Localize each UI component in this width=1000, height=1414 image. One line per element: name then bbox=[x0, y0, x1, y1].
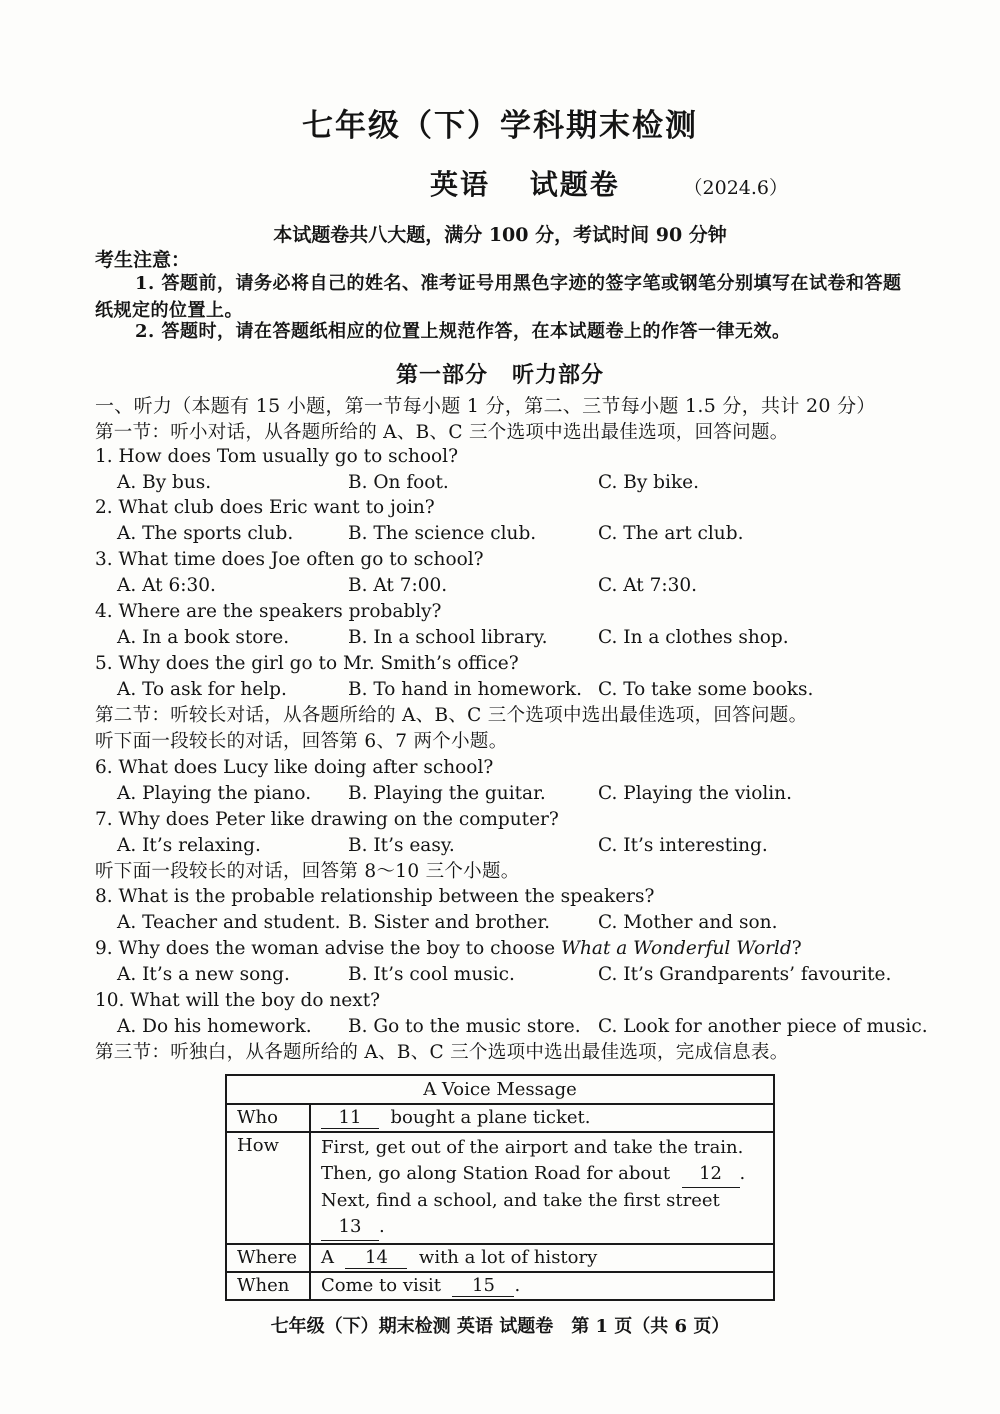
q8-option-c: C. Mother and son. bbox=[598, 912, 778, 933]
notice-item-2: 2. 答题时，请在答题纸相应的位置上规范作答，在本试题卷上的作答一律无效。 bbox=[135, 321, 791, 342]
part-number: 第一部分 bbox=[395, 362, 488, 388]
q6-option-b: B. Playing the guitar. bbox=[348, 783, 546, 804]
blank-13: 13 bbox=[321, 1214, 379, 1241]
blank-15: 15 bbox=[452, 1275, 514, 1297]
part-title bbox=[0, 358, 1000, 389]
q1-option-c: C. By bike. bbox=[598, 472, 699, 493]
part-name: 听力部分 bbox=[512, 362, 605, 388]
how-line-2 bbox=[321, 1161, 763, 1188]
question-6: 6. What does Lucy like doing after school? bbox=[95, 757, 494, 778]
q9-option-a: A. It’s a new song. bbox=[117, 964, 290, 985]
how-line-3 bbox=[321, 1188, 763, 1241]
q6-option-a: A. Playing the piano. bbox=[117, 783, 312, 804]
notice-heading: 考生注意： bbox=[95, 249, 191, 271]
q3-option-c: C. At 7:30. bbox=[598, 575, 698, 596]
exam-info: 本试题卷共八大题，满分 100 分，考试时间 90 分钟 bbox=[273, 224, 727, 246]
blank-12: 12 bbox=[682, 1161, 740, 1188]
q9-option-b: B. It’s cool music. bbox=[348, 964, 515, 985]
how-label: How bbox=[226, 1132, 310, 1244]
question-9 bbox=[95, 938, 802, 959]
where-cell bbox=[310, 1244, 774, 1272]
question-10: 10. What will the boy do next? bbox=[95, 990, 381, 1011]
where-label: Where bbox=[226, 1244, 310, 1272]
how-line-3-end: . bbox=[379, 1216, 385, 1237]
q8-option-a: A. Teacher and student. bbox=[117, 912, 341, 933]
q2-option-b: B. The science club. bbox=[348, 523, 537, 544]
q4-option-b: B. In a school library. bbox=[348, 627, 548, 648]
when-text: Come to visit bbox=[321, 1275, 441, 1296]
question-8: 8. What is the probable relationship between the speakers? bbox=[95, 886, 655, 907]
question-3: 3. What time does Joe often go to school? bbox=[95, 549, 484, 570]
paper-label: 试题卷 bbox=[529, 168, 620, 201]
q10-option-a: A. Do his homework. bbox=[117, 1016, 312, 1037]
when-label: When bbox=[226, 1272, 310, 1300]
page-footer: 七年级（下）期末检测 英语 试题卷 第 1 页（共 6 页） bbox=[270, 1316, 730, 1337]
how-cell bbox=[310, 1132, 774, 1244]
how-line-3-text: Next, find a school, and take the first street bbox=[321, 1190, 720, 1211]
question-7: 7. Why does Peter like drawing on the computer? bbox=[95, 809, 559, 830]
notice-item-1: 1. 答题前，请务必将自己的姓名、准考证号用黑色字迹的签字笔或钢笔分别填写在试卷和答题纸规定的位置上。 bbox=[95, 273, 902, 321]
voice-message-table bbox=[225, 1074, 775, 1301]
q2-option-c: C. The art club. bbox=[598, 523, 744, 544]
q7-option-c: C. It’s interesting. bbox=[598, 835, 768, 856]
voice-message-title: A Voice Message bbox=[226, 1075, 774, 1104]
q6-option-c: C. Playing the violin. bbox=[598, 783, 792, 804]
section1-instruction: 第一节：听小对话，从各题所给的 A、B、C 三个选项中选出最佳选项，回答问题。 bbox=[95, 422, 789, 443]
q2-option-a: A. The sports club. bbox=[117, 523, 294, 544]
where-article: A bbox=[321, 1247, 334, 1268]
section2-sub-instruction-1: 听下面一段较长的对话，回答第 6、7 两个小题。 bbox=[95, 731, 508, 752]
how-line-2-end: . bbox=[739, 1163, 746, 1184]
q9-song-title: What a Wonderful World bbox=[561, 938, 792, 959]
where-text: with a lot of history bbox=[418, 1247, 598, 1268]
q1-option-b: B. On foot. bbox=[348, 472, 449, 493]
q3-option-b: B. At 7:00. bbox=[348, 575, 448, 596]
q7-option-a: A. It’s relaxing. bbox=[117, 835, 261, 856]
exam-date: （2024.6） bbox=[683, 177, 789, 199]
who-label: Who bbox=[226, 1104, 310, 1132]
when-end: . bbox=[514, 1275, 521, 1296]
blank-11: 11 bbox=[321, 1107, 379, 1129]
section2-sub-instruction-2: 听下面一段较长的对话，回答第 8～10 三个小题。 bbox=[95, 861, 520, 882]
q4-option-c: C. In a clothes shop. bbox=[598, 627, 789, 648]
section3-instruction: 第三节：听独白，从各题所给的 A、B、C 三个选项中选出最佳选项，完成信息表。 bbox=[95, 1042, 789, 1063]
section2-instruction: 第二节：听较长对话，从各题所给的 A、B、C 三个选项中选出最佳选项，回答问题。 bbox=[95, 705, 808, 726]
q5-option-b: B. To hand in homework. bbox=[348, 679, 583, 700]
question-5: 5. Why does the girl go to Mr. Smith’s office? bbox=[95, 653, 519, 674]
q9-question-mark: ? bbox=[791, 938, 802, 959]
q5-option-a: A. To ask for help. bbox=[117, 679, 287, 700]
q5-option-c: C. To take some books. bbox=[598, 679, 814, 700]
q9-option-c: C. It’s Grandparents’ favourite. bbox=[598, 964, 892, 985]
who-text: bought a plane ticket. bbox=[390, 1107, 591, 1128]
exam-title: 七年级（下）学科期末检测 bbox=[302, 108, 698, 144]
q3-option-a: A. At 6:30. bbox=[117, 575, 216, 596]
q10-option-c: C. Look for another piece of music. bbox=[598, 1016, 928, 1037]
blank-14: 14 bbox=[345, 1247, 407, 1269]
question-4: 4. Where are the speakers probably? bbox=[95, 601, 442, 622]
q1-option-a: A. By bus. bbox=[117, 472, 212, 493]
how-line-2-text: Then, go along Station Road for about bbox=[321, 1163, 671, 1184]
q10-option-b: B. Go to the music store. bbox=[348, 1016, 581, 1037]
how-line-1: First, get out of the airport and take the train. bbox=[321, 1137, 744, 1158]
section-heading: 一、听力（本题有 15 小题，第一节每小题 1 分，第二、三节每小题 1.5 分，共计 20 分） bbox=[95, 395, 876, 417]
when-cell bbox=[310, 1272, 774, 1300]
question-1: 1. How does Tom usually go to school? bbox=[95, 446, 458, 467]
subject-label: 英语 bbox=[430, 168, 491, 201]
question-2: 2. What club does Eric want to join? bbox=[95, 497, 435, 518]
exam-subtitle bbox=[430, 163, 788, 203]
q4-option-a: A. In a book store. bbox=[117, 627, 290, 648]
who-cell bbox=[310, 1104, 774, 1132]
q9-text: 9. Why does the woman advise the boy to choose bbox=[95, 938, 561, 959]
q8-option-b: B. Sister and brother. bbox=[348, 912, 551, 933]
q7-option-b: B. It’s easy. bbox=[348, 835, 455, 856]
